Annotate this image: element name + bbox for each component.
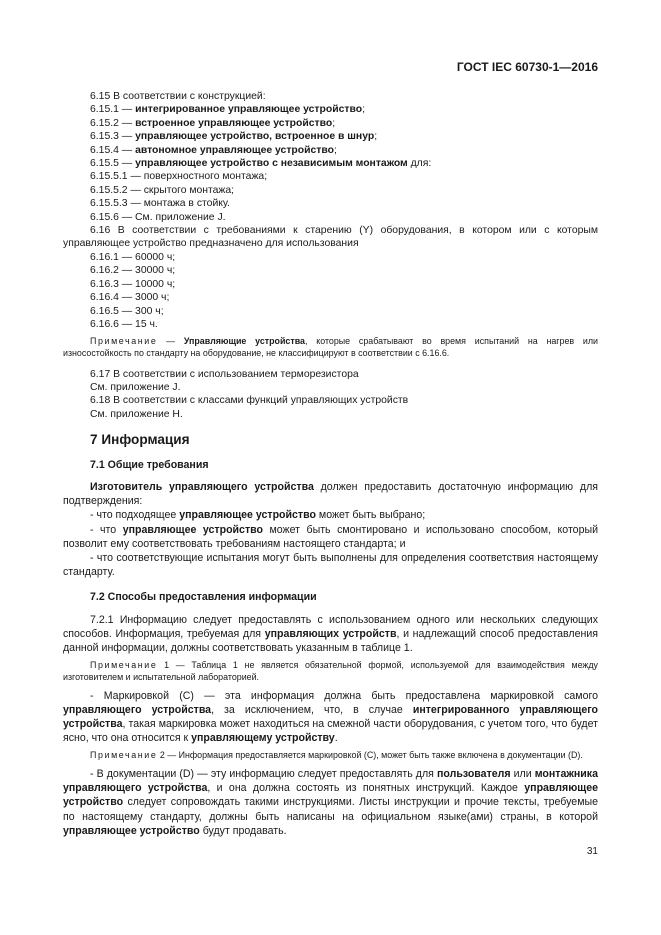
clause-6-16: 6.16 В соответствии с требованиями к старению (Y) оборудования, в котором или с которым управляющее устройство предназначено для использования — [63, 225, 598, 250]
note-1: Примечание 1 — Таблица 1 не является обязательной формой, используемой для взаимодействия между изготовителем и испытательной лабораторией. — [63, 660, 598, 682]
clause-6-17: 6.17 В соответствии с использованием терморезистора — [90, 368, 359, 380]
page-number: 31 — [586, 846, 598, 857]
clause-6-15-5: 6.15.5 — управляющее устройство с независимым монтажом для: — [90, 158, 432, 170]
section-title-7-2: 7.2 Способы предоставления информации — [90, 591, 317, 604]
clause-6-15-2: 6.15.2 — встроенное управляющее устройство; — [90, 117, 336, 129]
section-6-15 — [63, 90, 598, 224]
clause-6-18-ref: См. приложение Н. — [90, 408, 183, 420]
section-6-17-6-18 — [63, 368, 598, 422]
list-item: 6.16.6 — 15 ч. — [90, 318, 158, 330]
clause-6-15-5-1: 6.15.5.1 — поверхностного монтажа; — [90, 171, 268, 183]
note-6-16: Примечание — Управляющие устройства, которые срабатывают во время испытаний на нагрев или износостойкость по стандарту на оборудование, не классифицируют в соответствии с 6.16.6. — [63, 336, 598, 358]
section-title-7: 7 Информация — [90, 432, 190, 448]
clause-6-15-5-2: 6.15.5.2 — скрытого монтажа; — [90, 184, 235, 196]
document-header: ГОСТ IEC 60730-1—2016 — [456, 60, 598, 74]
bullet-item: - что управляющее устройство может быть смонтировано и использовано способом, который позволит ему соответствовать требованиям настоящего стандарта; и — [63, 523, 598, 550]
note-2: Примечание 2 — Информация предоставляется маркировкой (С), может быть также включена в документации (D). — [90, 750, 583, 761]
clause-6-15-6: 6.15.6 — См. приложение J. — [90, 211, 226, 223]
section-7-1-body — [63, 480, 598, 579]
clause-6-17-ref: См. приложение J. — [90, 381, 181, 393]
clause-6-15-4: 6.15.4 — автономное управляющее устройство; — [90, 144, 337, 156]
bullet-item: - что подходящее управляющее устройство может быть выбрано; — [90, 509, 426, 522]
clause-6-15-3: 6.15.3 — управляющее устройство, встроенное в шнур; — [90, 131, 378, 143]
list-item: 6.16.2 — 30000 ч; — [90, 265, 176, 277]
list-item: 6.16.4 — 3000 ч; — [90, 292, 170, 304]
clause-6-16-list — [63, 251, 598, 331]
clause-6-15-1: 6.15.1 — интегрированное управляющее устройство; — [90, 104, 365, 116]
marking-paragraph: - Маркировкой (С) — эта информация должна быть предоставлена маркировкой самого управляющего устройства, за исключением, что, в случае интегрированного управляющего устройства, такая маркировка может находиться на смежной части оборудования, с учетом того, что будет ясно, что она относится к управляющему устройству. — [63, 689, 599, 745]
clause-6-18: 6.18 В соответствии с классами функций управляющих устройств — [90, 395, 409, 407]
bullet-item: - что соответствующие испытания могут быть выполнены для определения соответствия настоящему стандарту. — [63, 551, 598, 579]
clause-6-15-5-3: 6.15.5.3 — монтажа в стойку. — [90, 198, 230, 210]
clause-6-15: 6.15 В соответствии с конструкцией: — [90, 91, 266, 102]
list-item: 6.16.5 — 300 ч; — [90, 305, 164, 317]
page-content — [63, 90, 598, 838]
section-7-2-body — [63, 613, 598, 656]
documentation-paragraph: - В документации (D) — эту информацию следует предоставлять для пользователя или монтажника управляющего устройства, и она должна состоять из понятных инструкций. Каждое управляющее устройство следует сопровождать такими инструкциями. Листы инструкции и прочие тексты, требуемые по настоящему стандарту, должны быть написаны на официальном языке(ами) страны, в которой управляющее устройство будут продавать. — [63, 767, 598, 837]
clause-7-2-1: 7.2.1 Информацию следует предоставлять с использованием одного или нескольких следующих способов. Информация, требуемая для управляющих устройств, и надлежащий способ предоставления данной информации, должны соответствовать указанным в таблице 1. — [63, 613, 598, 655]
list-item: 6.16.1 — 60000 ч; — [90, 251, 176, 263]
list-item: 6.16.3 — 10000 ч; — [90, 278, 176, 290]
section-title-7-1: 7.1 Общие требования — [90, 458, 209, 471]
clause-7-1-intro: Изготовитель управляющего устройства должен предоставить достаточную информацию для подтверждения: — [63, 480, 598, 508]
